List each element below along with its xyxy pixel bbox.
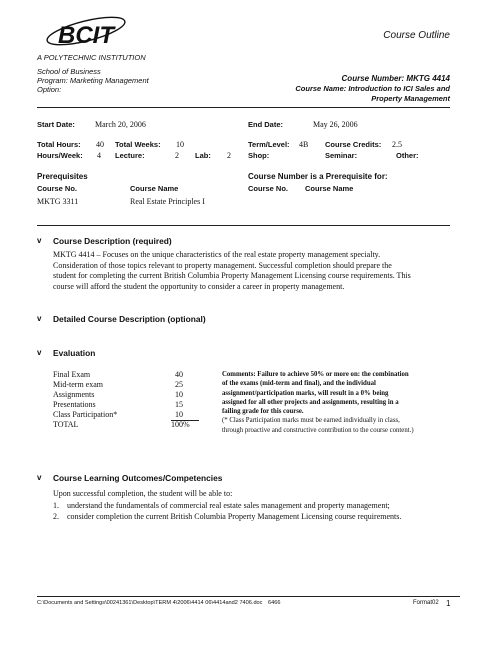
- evaluation-comments: [222, 370, 457, 435]
- prereq-col-name: Course Name: [130, 184, 179, 193]
- outcomes-title: Course Learning Outcomes/Competencies: [53, 473, 223, 483]
- section-bullet: v: [37, 473, 42, 482]
- outcomes-intro: Upon successful completion, the student will be able to:: [53, 489, 233, 498]
- lecture-value: 2: [175, 151, 179, 160]
- lab-label: Lab:: [195, 151, 211, 160]
- description-body: [53, 250, 458, 292]
- comment-line: failing grade for this course.: [222, 408, 304, 416]
- outcome-number: 1.: [53, 501, 59, 510]
- comment-line: through proactive and constructive contribution to the course content.): [222, 426, 414, 434]
- logo-text: BCIT: [58, 22, 114, 49]
- course-name-line1: Course Name: Introduction to ICI Sales and: [295, 84, 450, 93]
- evaluation-table: [53, 370, 243, 430]
- comment-line: Comments: Failure to achieve 50% or more on: the combination: [222, 371, 409, 378]
- prereq-divider: [37, 225, 450, 226]
- header-divider: [37, 107, 450, 108]
- comment-line: (* Class Participation marks must be earned individually in class,: [222, 417, 400, 425]
- option-label: Option:: [37, 85, 62, 94]
- term-level-label: Term/Level:: [248, 140, 290, 149]
- other-label: Other:: [396, 151, 419, 160]
- description-line: student for completing the current British Columbia Property Management Licensing course requirements. This: [53, 271, 411, 280]
- list-item: [53, 511, 463, 522]
- section-bullet: v: [37, 314, 42, 323]
- evaluation-item-value: 40: [175, 370, 183, 379]
- prereq-title: Prerequisites: [37, 172, 88, 181]
- evaluation-item-name: Assignments: [53, 390, 95, 399]
- evaluation-row: [53, 400, 243, 410]
- detailed-description-title: Detailed Course Description (optional): [53, 314, 206, 324]
- evaluation-row: [53, 370, 243, 380]
- prereq-for-title: Course Number is a Prerequisite for:: [248, 172, 388, 181]
- course-credits-label: Course Credits:: [325, 140, 382, 149]
- course-credits-value: 2.5: [392, 140, 402, 149]
- comment-line: of the exams (mid-term and final), and the individual: [222, 380, 376, 388]
- outcome-text: understand the fundamentals of commercial real estate sales management and property management;: [67, 501, 390, 510]
- footer-form-code: Format02: [413, 600, 439, 606]
- doc-type: Course Outline: [383, 30, 450, 41]
- evaluation-row: [53, 410, 243, 420]
- section-bullet: v: [37, 348, 42, 357]
- institution-tagline: A POLYTECHNIC INSTITUTION: [37, 53, 146, 62]
- total-weeks-label: Total Weeks:: [115, 140, 161, 149]
- outcomes-list: [53, 500, 463, 522]
- evaluation-total-row: [53, 420, 243, 430]
- course-name-line2: Property Management: [371, 94, 450, 103]
- course-number: Course Number: MKTG 4414: [341, 74, 450, 83]
- prereq-for-col-no: Course No.: [248, 184, 289, 193]
- list-item: [53, 500, 463, 511]
- school-name: School of Business: [37, 67, 101, 76]
- prereq-row-no: MKTG 3311: [37, 197, 79, 206]
- footer-path-extra: 6466: [268, 600, 281, 606]
- evaluation-total-name: TOTAL: [53, 420, 79, 429]
- prereq-row-name: Real Estate Principles I: [130, 197, 205, 206]
- page-number: 1: [446, 599, 451, 608]
- evaluation-item-value: 25: [175, 380, 183, 389]
- lab-value: 2: [227, 151, 231, 160]
- evaluation-item-name: Mid-term exam: [53, 380, 103, 389]
- comment-line: assigned for all other projects and assignments, resulting in a: [222, 398, 399, 406]
- outcome-text: consider completion the current British Columbia Property Management Licensing course requirements.: [67, 512, 402, 521]
- evaluation-total-value: 100%: [171, 420, 190, 429]
- evaluation-row: [53, 380, 243, 390]
- program-name: Program: Marketing Management: [37, 76, 149, 85]
- total-weeks-value: 10: [176, 140, 184, 149]
- footer-file-path: [37, 600, 280, 606]
- start-date-value: March 20, 2006: [95, 120, 146, 129]
- description-line: course will afford the student the opportunity to consider a career in property management.: [53, 281, 345, 291]
- prereq-col-no: Course No.: [37, 184, 78, 193]
- prereq-for-col-name: Course Name: [305, 184, 354, 193]
- total-hours-label: Total Hours:: [37, 140, 81, 149]
- description-title: Course Description (required): [53, 236, 172, 246]
- end-date-value: May 26, 2006: [313, 120, 358, 129]
- seminar-label: Seminar:: [325, 151, 358, 160]
- evaluation-item-name: Class Participation*: [53, 410, 118, 419]
- evaluation-item-value: 10: [175, 390, 183, 399]
- description-line: MKTG 4414 – Focuses on the unique characteristics of the real estate property management specialty.: [53, 250, 381, 259]
- hours-week-value: 4: [97, 151, 101, 160]
- footer-divider: [37, 596, 460, 597]
- evaluation-item-value: 15: [175, 400, 183, 409]
- footer-path-text: C:\Documents and Settings\00241361\Desktop\TERM 4\2006\4414 06\4414and2 7406.doc: [37, 600, 263, 606]
- end-date-label: End Date:: [248, 120, 284, 129]
- evaluation-title: Evaluation: [53, 348, 96, 358]
- section-bullet: v: [37, 236, 42, 245]
- evaluation-item-name: Final Exam: [53, 370, 91, 379]
- comment-line: assignment/participation marks, will result in a 0% being: [222, 389, 389, 397]
- start-date-label: Start Date:: [37, 120, 75, 129]
- evaluation-item-name: Presentations: [53, 400, 96, 409]
- term-level-value: 4B: [299, 140, 309, 149]
- description-line: Consideration of those topics relevant to property management. Successful completion should prepare the: [53, 260, 392, 270]
- bcit-logo: [38, 12, 130, 56]
- shop-label: Shop:: [248, 151, 270, 160]
- evaluation-row: [53, 390, 243, 400]
- evaluation-item-value: 10: [175, 410, 183, 419]
- hours-week-label: Hours/Week:: [37, 151, 83, 160]
- outcome-number: 2.: [53, 512, 59, 521]
- total-hours-value: 40: [96, 140, 104, 149]
- lecture-label: Lecture:: [115, 151, 145, 160]
